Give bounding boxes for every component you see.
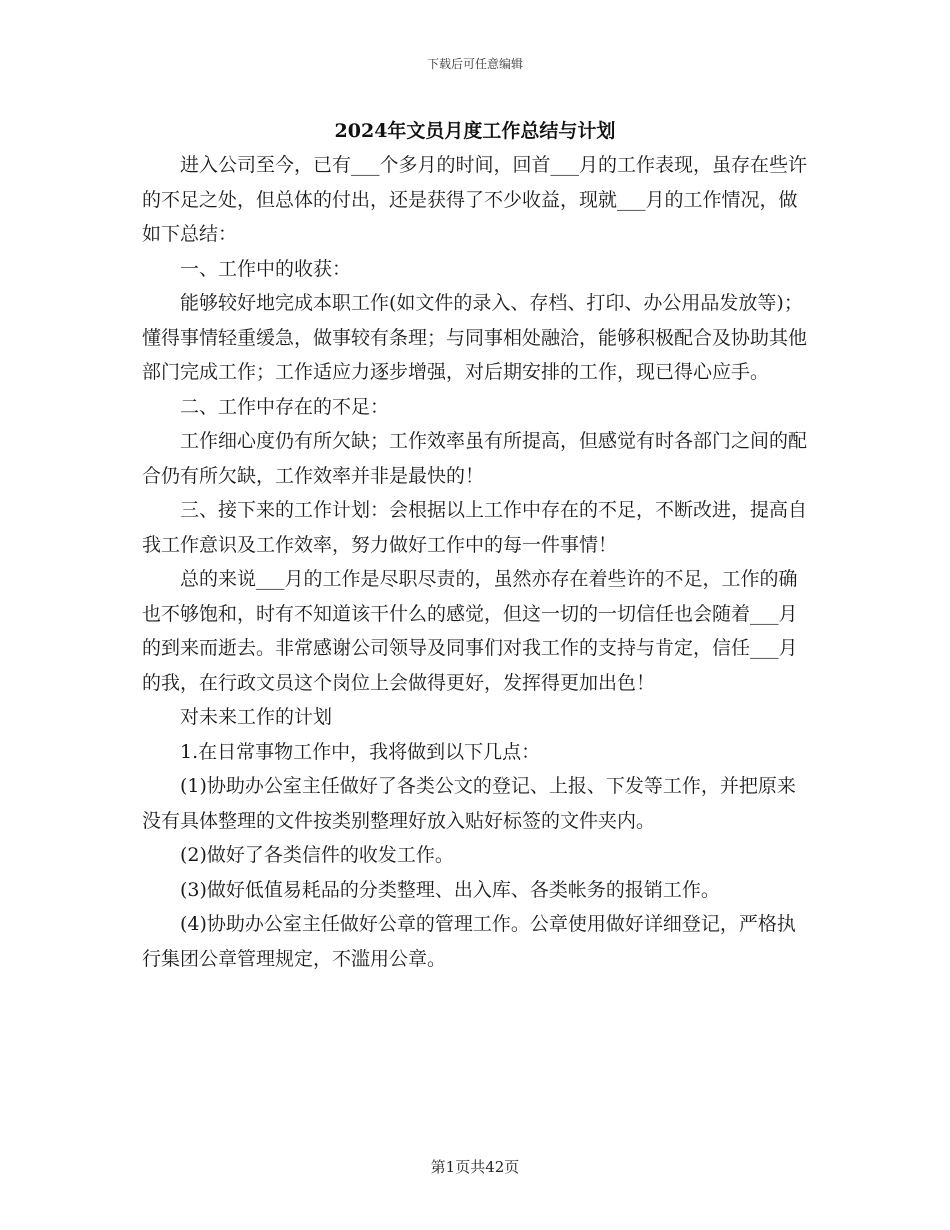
list-heading-daily-work: 1.在日常事物工作中，我将做到以下几点： xyxy=(180,740,541,763)
section-heading-shortcomings: 二、工作中存在的不足： xyxy=(180,395,390,418)
section-heading-gains: 一、工作中的收获： xyxy=(180,257,352,280)
paragraph-intro: 进入公司至今，已有___个多月的时间，回首___月的工作表现，虽存在些许的不足之处，但总体的付出，还是获得了不少收益，现就___月的工作情况，做如下总结： xyxy=(142,154,808,245)
list-item-1: (1)协助办公室主任做好了各类公文的登记、上报、下发等工作，并把原来没有具体整理的文件按类别整理好放入贴好标签的文件夹内。 xyxy=(142,775,796,832)
paragraph-gains: 能够较好地完成本职工作(如文件的录入、存档、打印、办公用品发放等)；懂得事情轻重缓急，做事较有条理；与同事相处融洽，能够积极配合及协助其他部门完成工作；工作适应力逐步增强，对后期安排的工作，现已得心应手。 xyxy=(142,292,808,383)
paragraph-next-plan: 三、接下来的工作计划：会根据以上工作中存在的不足，不断改进，提高自我工作意识及工作效率，努力做好工作中的每一件事情！ xyxy=(142,499,808,556)
page-indicator: 第1页共42页 xyxy=(430,1158,520,1176)
list-item-2: (2)做好了各类信件的收发工作。 xyxy=(180,844,454,866)
paragraph-summary: 总的来说___月的工作是尽职尽责的，虽然亦存在着些许的不足，工作的确也不够饱和，时有不知道该干什么的感觉，但这一切的一切信任也会随着___月的到来而逝去。非常感谢公司领导及同事们对我工作的支持与肯定，信任___月的我，在行政文员这个岗位上会做得更好，发挥得更加出色！ xyxy=(142,568,798,694)
list-item-3: (3)做好低值易耗品的分类整理、出入库、各类帐务的报销工作。 xyxy=(180,878,720,901)
paragraph-shortcomings: 工作细心度仍有所欠缺；工作效率虽有所提高，但感觉有时各部门之间的配合仍有所欠缺，工作效率并非是最快的！ xyxy=(142,430,808,487)
list-item-4: (4)协助办公室主任做好公章的管理工作。公章使用做好详细登记，严格执行集团公章管理规定，不滥用公章。 xyxy=(142,913,796,970)
section-heading-future-plan: 对未来工作的计划 xyxy=(180,706,333,728)
document-body xyxy=(142,148,810,976)
document-title: 2024年文员月度工作总结与计划 xyxy=(334,120,616,142)
header-note: 下载后可任意编辑 xyxy=(426,57,523,71)
